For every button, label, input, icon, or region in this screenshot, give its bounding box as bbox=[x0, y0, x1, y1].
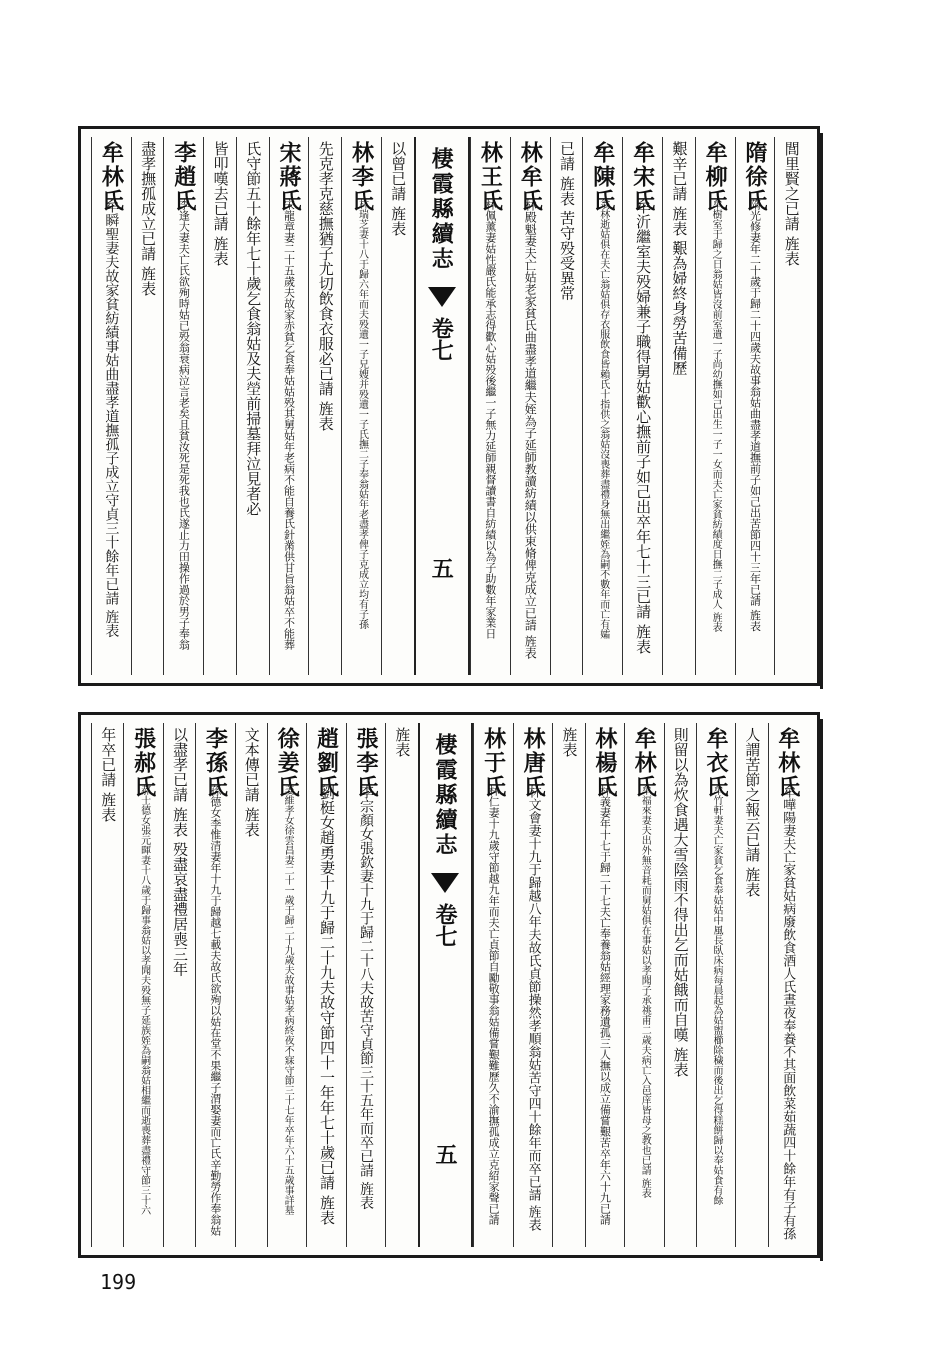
entry-text: 林義妻年十七于歸二十七夫亡奉養翁姑經理家務遺孤三人撫以成立備嘗艱苦卒年六十九已請 bbox=[598, 785, 612, 1225]
upper-page-columns bbox=[91, 137, 807, 675]
text-column bbox=[473, 723, 512, 1247]
text-column bbox=[510, 137, 550, 675]
entry-name: 牟林氏 bbox=[631, 727, 658, 799]
entry-name: 林李氏 bbox=[348, 141, 375, 213]
fish-tail-mark-icon bbox=[428, 287, 456, 307]
entry-text: 林佩薰妻姑性嚴氏能承志得歡心姑殁後繼一子無力延師親督讀書自紡績以為子助數年家業日 bbox=[483, 199, 497, 639]
entry-name: 林于氏 bbox=[480, 727, 507, 799]
text-column bbox=[385, 723, 417, 1247]
text-column bbox=[341, 137, 381, 675]
text-column bbox=[622, 137, 662, 675]
entry-name: 牟林氏 bbox=[98, 141, 125, 213]
entry-name: 趙劉氏 bbox=[313, 727, 340, 799]
entry-text: 年卒已請 旌表 bbox=[99, 727, 118, 822]
gutter-title: 棲霞縣續志 bbox=[428, 147, 455, 272]
entry-text: 艱辛已請 旌表 艱為婦終身勞苦備歷 bbox=[670, 141, 689, 376]
gutter-folio: 五 bbox=[431, 1143, 458, 1165]
entry-text: 皆叩嘆去已請 旌表 bbox=[211, 141, 230, 266]
page-gutter bbox=[418, 723, 474, 1247]
text-column bbox=[306, 723, 345, 1247]
text-column bbox=[267, 723, 306, 1247]
entry-text: 孫德女李惟清妻年十九于歸越七載夫故氏欲殉以姑在堂不果繼子渭娶妻而亡氏辛勤勞作奉翁姑 bbox=[208, 785, 222, 1236]
text-column bbox=[269, 137, 309, 675]
entry-name: 李趙氏 bbox=[170, 141, 197, 213]
entry-text: 林仁妻十九歲守節越九年而夫亡貞節自勵敬事翁姑備嘗艱難歷久不渝撫孤成立克紹家聲已請 bbox=[487, 785, 501, 1225]
entry-name: 李孫氏 bbox=[202, 727, 229, 799]
entry-text: 則留以為炊食遇大雪陰雨不得出乞而姑餓而自嘆 旌表 bbox=[671, 727, 690, 1077]
entry-text: 牟沂繼室夫殁婦兼子職得舅姑歡心撫前子如己出卒年七十三已請 旌表 bbox=[634, 199, 653, 654]
entry-name: 張李氏 bbox=[352, 727, 379, 799]
entry-text: 牟福來妻夫出外無音耗而舅姑俱在事姑以孝聞子承祧甫二歲夫病亡入邑庠皆母之教也已請 旌表 bbox=[639, 785, 651, 1199]
entry-text: 以曾已請 旌表 bbox=[389, 141, 408, 236]
text-column bbox=[346, 723, 385, 1247]
text-column bbox=[774, 137, 807, 675]
entry-text: 旌表 bbox=[393, 727, 412, 757]
gutter-volume: 卷七 bbox=[428, 317, 455, 361]
text-column bbox=[236, 137, 269, 675]
text-column bbox=[381, 137, 414, 675]
text-column bbox=[470, 137, 510, 675]
entry-name: 林王氏 bbox=[477, 141, 504, 213]
entry-text: 林瑞芝妻十八于歸六年而夫殁遺一子兄嫂并殁遺一子氏撫二子奉翁姑年老盡孝俾子克成立均有子孫 bbox=[356, 199, 368, 629]
entry-name: 林楊氏 bbox=[591, 727, 618, 799]
text-column bbox=[552, 723, 584, 1247]
gutter-folio: 五 bbox=[428, 557, 455, 579]
gutter-volume: 卷七 bbox=[431, 903, 458, 947]
page-gutter bbox=[414, 137, 470, 675]
text-column bbox=[585, 723, 624, 1247]
entry-text: 劉梃女趙勇妻十九于歸二十九夫故守節四十一年年七十歲已請 旌表 bbox=[318, 785, 337, 1225]
text-column bbox=[131, 137, 164, 675]
text-column bbox=[735, 723, 767, 1247]
entry-name: 牟宋氏 bbox=[629, 141, 656, 213]
upper-page bbox=[78, 126, 820, 686]
text-column bbox=[163, 137, 203, 675]
entry-text: 閭里賢之已請 旌表 bbox=[782, 141, 801, 266]
text-column bbox=[123, 723, 162, 1247]
entry-text: 隋光修妻年二十歲于歸二十四歲夫故事翁姑曲盡孝道撫前子如己出苦節四十三年已請 旌表 bbox=[748, 199, 762, 632]
text-column bbox=[695, 137, 735, 675]
text-column bbox=[235, 723, 267, 1247]
entry-text: 林殿魁妻夫亡姑老家貧氏曲盡孝道繼夫姪為子延師教讀紡績以供束脩俾克成立已請 旌表 bbox=[523, 199, 538, 659]
entry-name: 林唐氏 bbox=[520, 727, 547, 799]
entry-text: 郝士德女張元暉妻十八歲于歸事翁姑以孝聞夫殁無子延族姪為嗣翁姑相繼而逝喪葬盡禮守節三十六 bbox=[138, 785, 150, 1215]
entry-text: 先克孝克慈撫猶子尤切飲食衣服必已請 旌表 bbox=[316, 141, 335, 431]
text-column bbox=[550, 137, 583, 675]
page-number: 199 bbox=[100, 1270, 137, 1294]
text-column bbox=[662, 137, 695, 675]
text-column bbox=[664, 723, 696, 1247]
entry-name: 牟陳氏 bbox=[589, 141, 616, 213]
text-column bbox=[513, 723, 552, 1247]
lower-page bbox=[78, 712, 820, 1258]
entry-text: 氏守節五十餘年七十歲乞食翁姑及夫塋前掃墓拜泣見者必 bbox=[244, 141, 263, 516]
entry-text: 文本傳已請 旌表 bbox=[242, 727, 261, 837]
text-column bbox=[195, 723, 234, 1247]
text-column bbox=[735, 137, 775, 675]
text-column bbox=[696, 723, 735, 1247]
entry-name: 隋徐氏 bbox=[741, 141, 768, 213]
entry-text: 李逢大妻夫亡氏欲殉時姑已殁翁衰病泣言老矣且貧汝死是死我也氏遂止力田操作過於男子奉翁 bbox=[177, 199, 191, 650]
entry-text: 已請 旌表 苦守殁受異常 bbox=[558, 141, 576, 301]
entry-name: 宋蔣氏 bbox=[276, 141, 303, 213]
entry-text: 林文會妻十九于歸越八年夫故氏貞節操然孝順翁姑苦守四十餘年而卒已請 旌表 bbox=[525, 785, 541, 1232]
entry-text: 旌表 bbox=[560, 727, 579, 757]
text-column bbox=[582, 137, 622, 675]
entry-text: 李宗顏女張欽妻十九于歸二十八夫故苦守貞節三十五年而卒已請 旌表 bbox=[357, 785, 374, 1210]
entry-text: 牟竹軒妻夫亡家貧乞食奉姑姑中風長臥床病每晨起為姑盥櫛除穢而後出乞得糕餅歸以奉姑食有餘 bbox=[711, 785, 723, 1205]
entry-name: 徐姜氏 bbox=[274, 727, 301, 799]
gutter-title: 棲霞縣續志 bbox=[431, 733, 458, 858]
text-column bbox=[203, 137, 236, 675]
entry-text: 盡孝撫孤成立已請 旌表 bbox=[139, 141, 158, 296]
entry-text: 翁林逝姑俱在夫亡翁姑俱存衣服飲食皆賴氏十指供之翁姑沒喪葬盡禮身無出繼姪為嗣不數年而亡有孀 bbox=[597, 199, 609, 639]
entry-name: 林牟氏 bbox=[517, 141, 544, 213]
text-column bbox=[624, 723, 663, 1247]
text-column bbox=[163, 723, 195, 1247]
lower-page-columns bbox=[91, 723, 807, 1247]
entry-text: 以盡孝已請 旌表 殁盡哀盡禮居喪三年 bbox=[170, 727, 189, 977]
entry-text: 姜維孝女徐雲昌妻二十一歲于歸二十九歲夫故事姑孝病終夜不寐守節三十七年卒年六十五歲事詳墓 bbox=[282, 785, 294, 1215]
entry-text: 牟嘩陽妻夫亡家貧姑病廢飲食酒人氏晝夜奉養不其面飲菜茹蔬四十餘年有子有孫 bbox=[780, 785, 796, 1240]
entry-name: 牟林氏 bbox=[774, 727, 801, 799]
fish-tail-mark-icon bbox=[431, 873, 459, 893]
text-column bbox=[768, 723, 807, 1247]
text-column bbox=[91, 723, 123, 1247]
entry-text: 牟樹室于歸之日翁姑皆沒前室遺一子尚幼撫如己出生一子一女而夫亡家貧紡績度日撫二子成人 旌表 bbox=[710, 199, 722, 633]
entry-name: 牟衣氏 bbox=[703, 727, 730, 799]
entry-name: 牟柳氏 bbox=[702, 141, 729, 213]
entry-name: 張郝氏 bbox=[130, 727, 157, 799]
entry-text: 牟瞬聖妻夫故家貧紡績事姑曲盡孝道撫孤子成立守貞三十餘年已請 旌表 bbox=[103, 199, 120, 638]
entry-text: 人謂苦節之報云已請 旌表 bbox=[743, 727, 762, 897]
text-column bbox=[91, 137, 131, 675]
entry-text: 宋龍章妻二十五歲夫故家赤貧乞食奉姑姑殁其舅姑年老病不能自養氏針黹供甘旨翁姑卒不能葬 bbox=[282, 199, 296, 650]
text-column bbox=[308, 137, 341, 675]
